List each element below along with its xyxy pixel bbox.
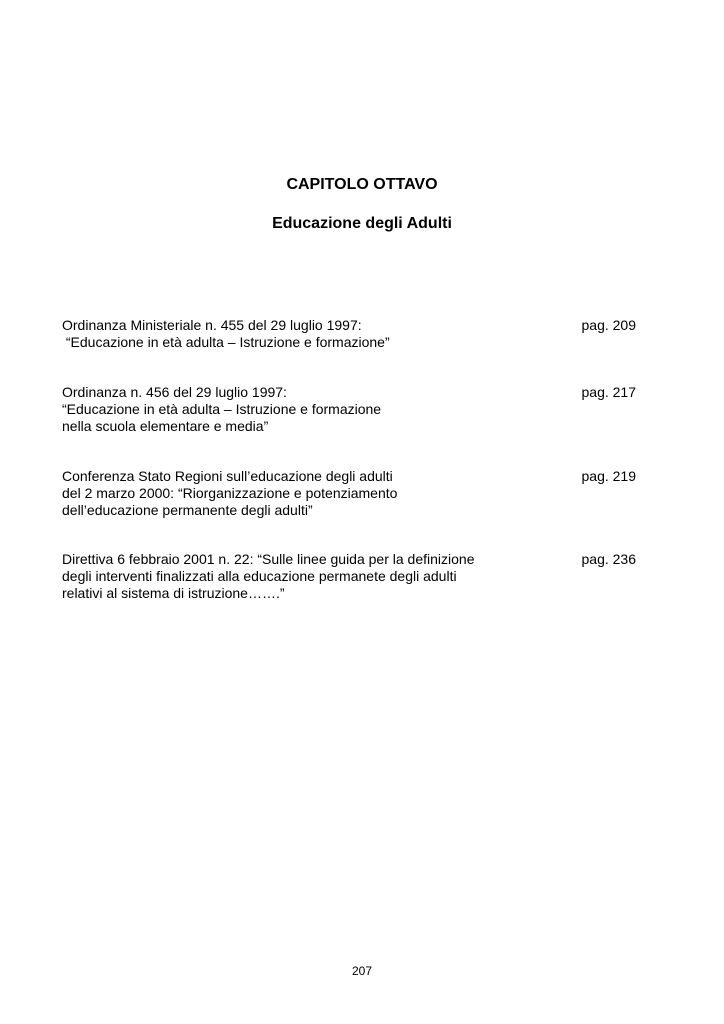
toc-entry-text [62,317,532,351]
toc-entry [62,384,636,435]
toc-entry-text [62,551,532,602]
toc-entry-line: Direttiva 6 febbraio 2001 n. 22: “Sulle linee guida per la definizione [62,551,475,567]
toc-entry-page: pag. 236 [581,551,636,567]
toc-entry-line: del 2 marzo 2000: “Riorganizzazione e potenziamento [62,485,398,501]
chapter-title: CAPITOLO OTTAVO [286,176,438,193]
toc-entry-line: Ordinanza Ministeriale n. 455 del 29 luglio 1997: [62,317,362,333]
toc-entry-line: degli interventi finalizzati alla educazione permanete degli adulti [62,568,457,584]
toc-entry-page: pag. 219 [581,468,636,484]
toc-entry-text [62,384,532,435]
toc-entry-page: pag. 209 [581,317,636,333]
toc-entry-line: relativi al sistema di istruzione…….” [62,585,285,601]
toc-entry-line: dell’educazione permanente degli adulti” [62,502,313,518]
toc-entry-line: Conferenza Stato Regioni sull’educazione degli adulti [62,468,393,484]
toc-entry [62,317,636,351]
toc-entry-page: pag. 217 [581,384,636,400]
toc-entry-text [62,468,532,519]
toc-entry-line: “Educazione in età adulta – Istruzione e formazione [62,401,382,417]
toc-entry [62,468,636,519]
toc-entry [62,551,636,602]
toc-entry-line: Ordinanza n. 456 del 29 luglio 1997: [62,384,287,400]
toc-entry-line: “Educazione in età adulta – Istruzione e formazione” [62,334,390,350]
page-number: 207 [351,964,373,978]
chapter-subtitle: Educazione degli Adulti [272,215,452,232]
toc-entry-line: nella scuola elementare e media” [62,418,269,434]
